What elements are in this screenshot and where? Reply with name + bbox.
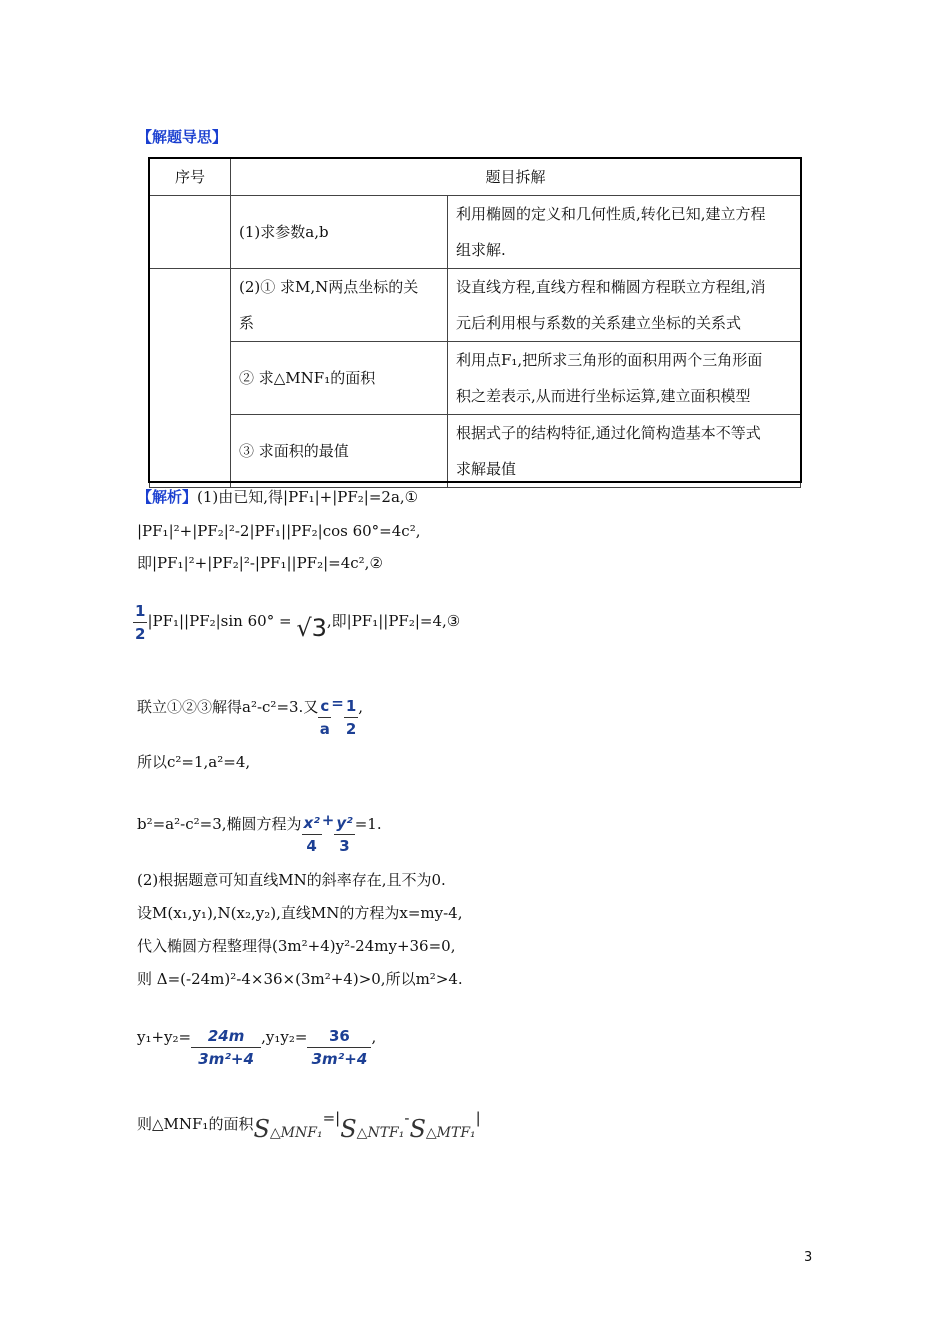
solution-heading: 【解析】 xyxy=(137,488,198,506)
table-row-seq-empty xyxy=(150,269,231,488)
table-cell-method: 利用点F₁,把所求三角形的面积用两个三角形面 积之差表示,从而进行坐标运算,建立面积模型 xyxy=(448,342,801,415)
solution-line-3: 即|PF₁|²+|PF₂|²-|PF₁||PF₂|=4c²,② xyxy=(137,554,383,572)
table-cell-part: ③ 求面积的最值 xyxy=(231,415,448,488)
solution-line-7: b²=a²-c²=3,椭圆方程为 $\frac{\text{x²}}{4}$ + $\frac{\text{y²}}{3}$ =1. xyxy=(137,811,382,855)
table-cell-method: 根据式子的结构特征,通过化简构造基本不等式 求解最值 xyxy=(448,415,801,488)
solution-line-4: $\frac{1}{2}$ |PF₁||PF₂|sin 60° = √3,即|PF₁||PF₂|=4,③ xyxy=(135,601,461,643)
table-cell-method: 利用椭圆的定义和几何性质,转化已知,建立方程 组求解. xyxy=(448,196,801,269)
solution-line-12: y₁+y₂= $\frac{24m}{\text{3m²+4}}$ ,y₁y₂= $\frac{36}{\text{3m²+4}}$ , xyxy=(137,1027,377,1068)
solution-line-6: 所以c²=1,a²=4, xyxy=(137,753,251,771)
fraction-y2-over-3: $\frac{\text{y²}}{3}$ xyxy=(336,814,353,855)
solution-line-5: 联立①②③解得a²-c²=3.又 $\frac{c}{a}$ = $\frac{1}{2}$ , xyxy=(137,694,364,738)
solution-line-8: (2)根据题意可知直线MN的斜率存在,且不为0. xyxy=(137,871,446,889)
table-header-seq: 序号 xyxy=(150,159,231,196)
fraction-sum: $\frac{24m}{\text{3m²+4}}$ xyxy=(191,1025,261,1070)
table-cell-part: ② 求△MNF₁的面积 xyxy=(231,342,448,415)
table-cell-method: 设直线方程,直线方程和椭圆方程联立方程组,消 元后利用根与系数的关系建立坐标的关系式 xyxy=(448,269,801,342)
fraction-x2-over-4: $\frac{\text{x²}}{4}$ xyxy=(303,814,320,855)
solution-line-10: 代入椭圆方程整理得(3m²+4)y²-24my+36=0, xyxy=(137,937,456,955)
fraction-half-2: $\frac{1}{2}$ xyxy=(345,697,357,738)
sqrt-three: √3 xyxy=(296,614,327,642)
solution-line-2: |PF₁|²+|PF₂|²-2|PF₁||PF₂|cos 60°=4c², xyxy=(137,522,421,540)
fraction-product: $\frac{36}{\text{3m²+4}}$ xyxy=(307,1025,371,1070)
table-cell-part: (1)求参数a,b xyxy=(231,196,448,269)
fraction-c-over-a: $\frac{c}{a}$ xyxy=(319,697,330,738)
solution-line-13: 则△MNF₁的面积S△MNF₁=|S△NTF₁-S△MTF₁| xyxy=(137,1109,481,1143)
guide-heading: 【解题导思】 xyxy=(137,128,228,146)
solution-line-1: 【解析】(1)由已知,得|PF₁|+|PF₂|=2a,① xyxy=(137,488,419,506)
page-number: 3 xyxy=(804,1250,813,1265)
solution-line-9: 设M(x₁,y₁),N(x₂,y₂),直线MN的方程为x=my-4, xyxy=(137,904,463,922)
solution-line-11: 则 Δ=(-24m)²-4×36×(3m²+4)>0,所以m²>4. xyxy=(137,970,463,988)
fraction-half: $\frac{1}{2}$ xyxy=(135,601,146,643)
table-row-seq-empty xyxy=(150,196,231,269)
table-header-analysis: 题目拆解 xyxy=(231,159,801,196)
table-cell-part: (2)① 求M,N两点坐标的关 系 xyxy=(231,269,448,342)
analysis-table xyxy=(149,158,801,488)
